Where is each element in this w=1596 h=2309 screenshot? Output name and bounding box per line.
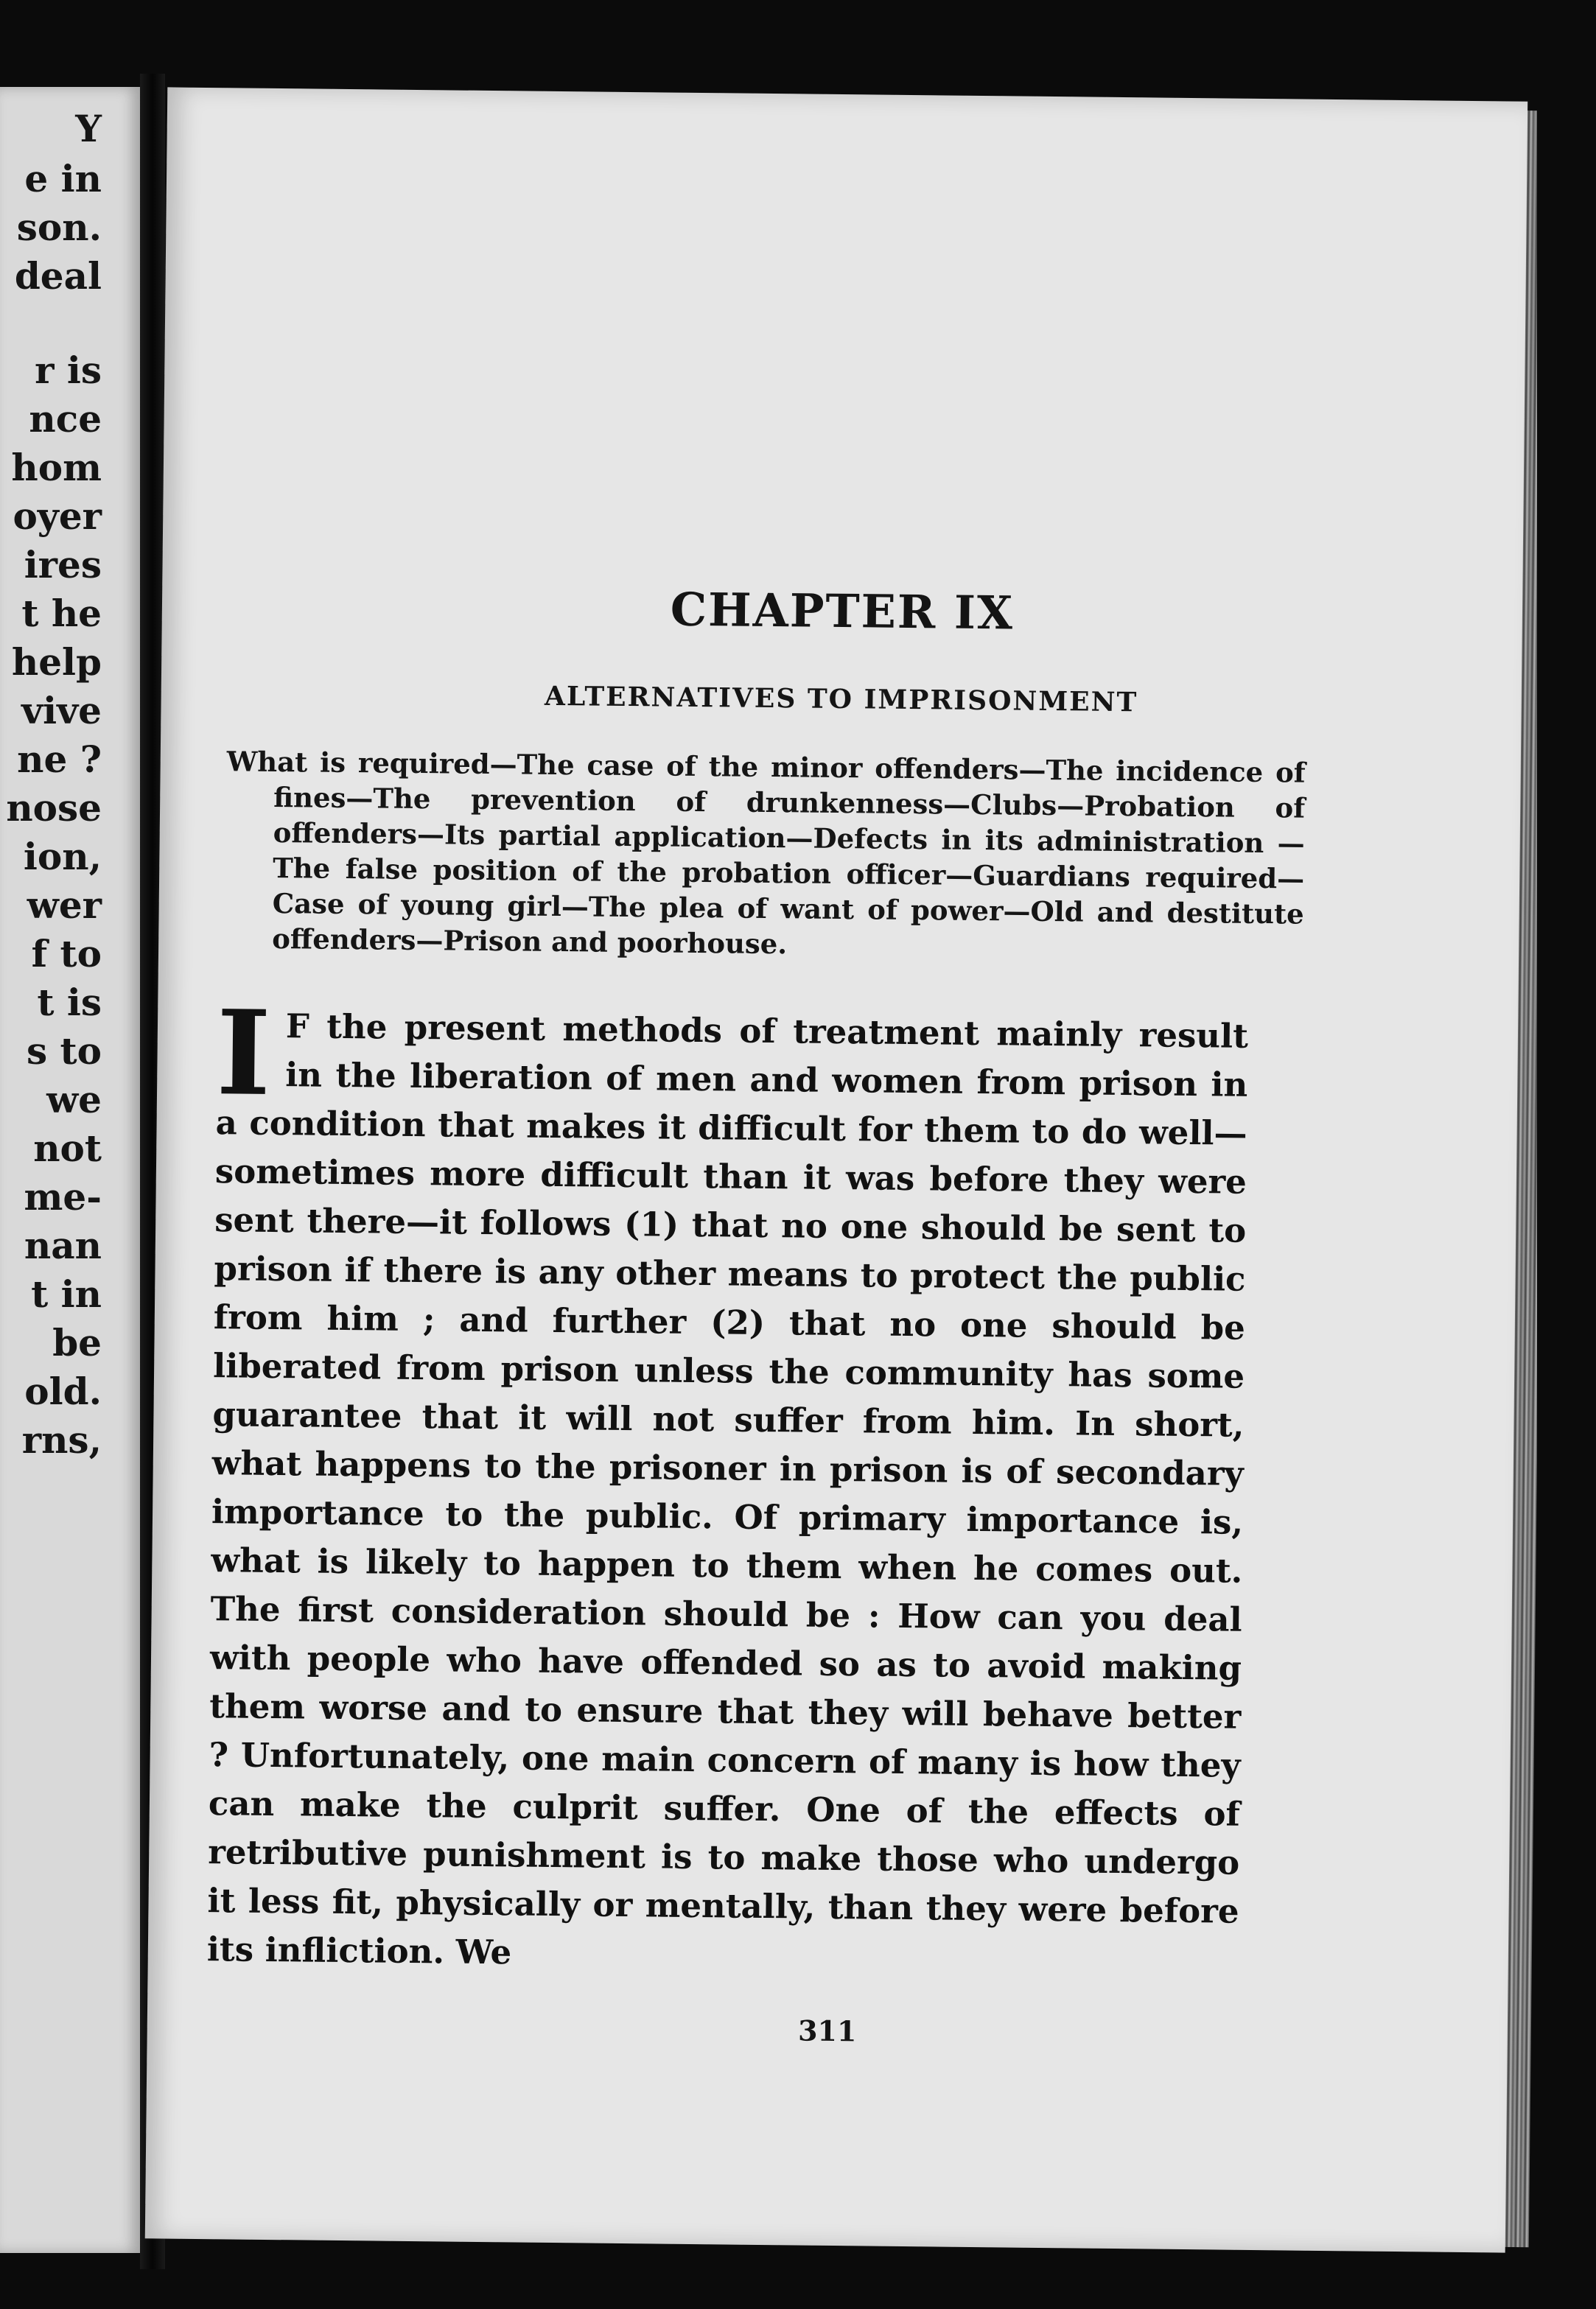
scan-background-edge bbox=[1537, 111, 1596, 2284]
left-page-line-fragment: ne ? bbox=[17, 737, 102, 781]
left-page-line-fragment: me- bbox=[24, 1175, 102, 1219]
left-page-line-fragment: s to bbox=[26, 1029, 102, 1073]
left-page-line-fragment: be bbox=[52, 1321, 102, 1364]
left-page-line-fragment: nose bbox=[6, 786, 102, 830]
left-page-line-fragment: oyer bbox=[13, 494, 102, 538]
left-page-line-fragment: help bbox=[11, 640, 102, 684]
left-page-line-fragment: old. bbox=[24, 1370, 102, 1413]
left-page-line-fragment: t is bbox=[37, 981, 102, 1024]
chapter-subtitle: ALTERNATIVES TO IMPRISONMENT bbox=[544, 680, 1138, 718]
left-page-line-fragment: we bbox=[46, 1078, 102, 1121]
chapter-title: CHAPTER IX bbox=[670, 582, 1015, 640]
left-page-line-fragment: nce bbox=[29, 397, 102, 441]
left-page-line-fragment: Y bbox=[75, 107, 102, 150]
left-page-line-fragment: ion, bbox=[23, 835, 102, 878]
left-page-line-fragment: ires bbox=[24, 543, 102, 586]
left-page-line-fragment: e in bbox=[24, 157, 102, 200]
left-page-line-fragment: t he bbox=[21, 592, 102, 635]
left-page-line-fragment: vive bbox=[21, 689, 102, 732]
left-page-line-fragment: deal bbox=[14, 254, 102, 298]
body-paragraph bbox=[206, 985, 1249, 1985]
left-page-line-fragment: nan bbox=[24, 1224, 102, 1267]
left-page-line-fragment: r is bbox=[35, 348, 102, 392]
book-page bbox=[145, 87, 1527, 2252]
left-page-line-fragment: not bbox=[33, 1127, 102, 1170]
left-page-line-fragment: hom bbox=[11, 446, 102, 489]
left-facing-page bbox=[0, 87, 140, 2253]
left-page-line-fragment: t in bbox=[31, 1272, 102, 1316]
page-number: 311 bbox=[797, 2014, 857, 2048]
body-text: F the present methods of treatment mainly result in the liberation of men and women from prison in a condition that makes it difficult for them to do well—sometimes more difficult than it was before they were sent there—it follows (1) that no one should be sent to prison if there is any other means to protect the public from him ; and further (2) that no one should be liberated from prison unless the community has some guarantee that it will not suffer from him. In short, what happens to the prisoner in prison is of secondary importance to the public. Of primary importance is, what is likely to happen to them when he comes out. The first consideration should be : How can you deal with people who have offended so as to avoid making them worse and to ensure that they will behave better ? Unfortunately, one main concern of many is how they can make the culprit suffer. One of the effects of retributive punishment is to make those who undergo it less fit, physically or mentally, than they were before its infliction. We bbox=[206, 1006, 1249, 1972]
left-page-line-fragment: wer bbox=[27, 883, 102, 927]
left-page-line-fragment: son. bbox=[16, 206, 102, 249]
chapter-synopsis: What is required—The case of the minor offenders—The incidence of fines—The prevention of drunkenness—Clubs—Probation of offenders—Its partial application—Defects in its administration —The false position of the probation officer—Guardians required—Case of young girl—The plea of want of power—Old and destitute offenders—Prison and poorhouse. bbox=[226, 745, 1306, 961]
left-page-line-fragment: rns, bbox=[21, 1418, 102, 1462]
left-page-line-fragment: f to bbox=[31, 932, 102, 975]
drop-cap: I bbox=[215, 985, 272, 1122]
